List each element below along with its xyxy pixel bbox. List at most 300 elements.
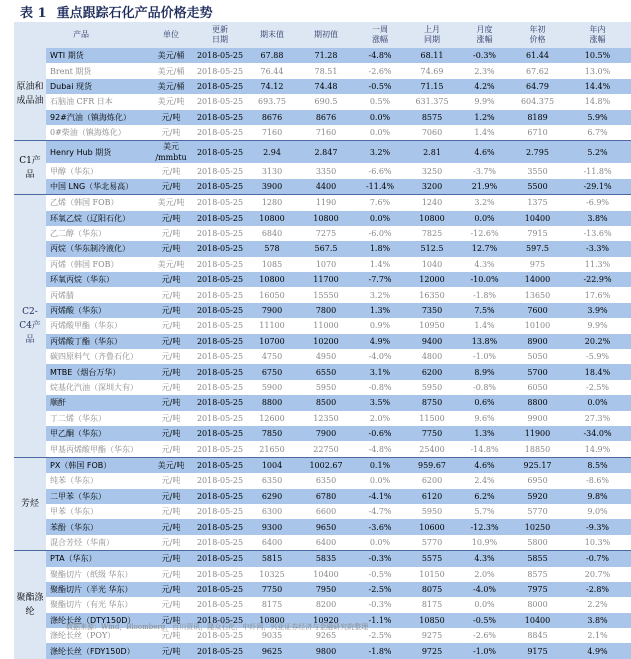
table-cell: 元/吨	[148, 395, 194, 410]
table-cell: 8175	[421, 600, 443, 610]
table-cell: 61.44	[511, 48, 564, 63]
table-cell: 12350	[313, 413, 339, 423]
table-row	[14, 441, 631, 457]
table-cell: 13650	[524, 290, 551, 300]
table-cell: 10250	[511, 519, 564, 534]
table-cell: 8189	[511, 110, 564, 125]
table-cell: 5500	[511, 179, 564, 195]
table-cell: 7900	[298, 426, 354, 441]
product-name-cell: 烷基化汽油（深圳大有）	[50, 383, 138, 392]
table-cell: 5700	[511, 364, 564, 379]
table-cell: 美元/吨	[148, 457, 194, 473]
table-row	[14, 211, 631, 226]
table-cell: 20.2%	[564, 334, 631, 349]
table-cell: 10850	[406, 613, 458, 628]
table-cell: 2018-05-25	[194, 141, 246, 164]
table-cell: 1.3%	[354, 303, 406, 318]
table-cell: -1.8%	[472, 290, 497, 300]
table-cell: 925.17	[511, 457, 564, 473]
table-cell: 6400	[315, 537, 337, 547]
table-cell: 7060	[421, 128, 443, 138]
table-cell: 6350	[261, 476, 283, 486]
table-cell: 2018-05-25	[196, 352, 244, 362]
table-cell: 10800	[298, 211, 354, 226]
table-cell: 14.8%	[584, 97, 611, 107]
table-cell: -3.7%	[472, 166, 497, 176]
table-cell: 6750	[246, 364, 298, 379]
table-cell: 25400	[419, 444, 445, 454]
table-title-text: 重点跟踪石化产品价格走势	[56, 6, 213, 21]
table-cell: 9625	[246, 643, 298, 658]
table-cell: 975	[529, 259, 546, 269]
table-cell: -3.6%	[354, 519, 406, 534]
table-cell: 元/吨	[148, 519, 194, 534]
table-cell: 11500	[419, 413, 445, 423]
table-cell: 3.8%	[564, 613, 631, 628]
table-cell: 14.4%	[564, 79, 631, 94]
table-cell: 7.6%	[354, 195, 406, 211]
table-row	[14, 272, 631, 287]
table-cell: 5950	[315, 383, 337, 392]
table-cell: 9.0%	[587, 507, 608, 517]
table-cell: 6120	[406, 489, 458, 504]
table-cell: 2018-05-25	[194, 519, 246, 534]
table-cell: 10800	[246, 211, 298, 226]
table-cell: 元/吨	[161, 352, 181, 362]
table-cell: 美元/桶	[148, 79, 194, 94]
table-cell: 6780	[298, 489, 354, 504]
table-row	[14, 364, 631, 379]
table-cell: 27.3%	[584, 413, 611, 423]
table-row	[14, 94, 631, 109]
table-cell: 2018-05-25	[196, 128, 244, 138]
category-label: C2-C4产品	[14, 195, 46, 458]
table-cell: 2.795	[511, 141, 564, 164]
table-cell: -10.0%	[458, 272, 511, 287]
table-cell: 元/吨	[148, 426, 194, 441]
table-cell: 9800	[298, 643, 354, 658]
table-cell: 0.1%	[354, 457, 406, 473]
table-cell: -4.8%	[354, 48, 406, 63]
table-cell: -11.4%	[354, 179, 406, 195]
table-cell: -0.8%	[368, 383, 392, 392]
table-cell: 3.8%	[564, 211, 631, 226]
table-cell: -22.9%	[564, 272, 631, 287]
table-cell: 8575	[527, 569, 548, 579]
table-cell: 10200	[298, 334, 354, 349]
table-cell: 2018-05-25	[196, 569, 244, 579]
table-cell: -1.0%	[458, 643, 511, 658]
table-cell: 8845	[527, 631, 548, 641]
table-cell: 2.81	[406, 141, 458, 164]
table-cell: 7750	[406, 426, 458, 441]
table-body	[14, 48, 631, 659]
table-cell: 4950	[315, 352, 337, 362]
table-cell: 美元/吨	[157, 97, 185, 107]
product-name-cell: 环氧丙烷（华东）	[46, 272, 148, 287]
table-cell: 元/吨	[161, 537, 181, 547]
table-cell: 7.5%	[458, 303, 511, 318]
table-row	[14, 195, 631, 211]
table-row	[14, 318, 631, 333]
table-cell: 8000	[527, 600, 548, 610]
table-cell: 76.44	[260, 66, 284, 76]
table-cell: 2018-05-25	[194, 551, 246, 567]
table-cell: 7750	[246, 582, 298, 597]
table-cell: -0.3%	[458, 48, 511, 63]
product-name-cell: 甲乙酮（华东）	[46, 426, 148, 441]
table-cell: 3200	[406, 179, 458, 195]
table-row	[14, 519, 631, 534]
table-cell: 元/吨	[161, 476, 181, 486]
table-cell: 2018-05-25	[194, 179, 246, 195]
table-cell: 16350	[419, 290, 445, 300]
table-cell: 2018-05-25	[196, 321, 244, 331]
table-cell: 9275	[421, 631, 443, 641]
table-cell: 7900	[246, 303, 298, 318]
table-cell: 4.9%	[354, 334, 406, 349]
table-cell: 597.5	[511, 241, 564, 256]
table-cell: 2018-05-25	[196, 631, 244, 641]
table-cell: 9175	[511, 643, 564, 658]
source-note: 数据来源：Wind，Bloomberg，百川资讯，隆众石化，中纤网，兴业证券经济与金融研究院整理	[66, 623, 369, 631]
table-cell: 2.3%	[474, 66, 495, 76]
table-cell: 6840	[261, 229, 283, 239]
table-cell: -12.6%	[470, 229, 499, 239]
table-cell: 12000	[406, 272, 458, 287]
price-table	[14, 22, 631, 659]
table-row	[14, 535, 631, 551]
table-cell: 2.94	[246, 141, 298, 164]
table-cell: 8175	[261, 600, 283, 610]
product-name-cell: PTA（华东）	[46, 551, 148, 567]
product-name-cell: Dubai 现货	[46, 79, 148, 94]
table-cell: 2.2%	[587, 600, 608, 610]
table-cell: 8800	[511, 395, 564, 410]
table-cell: 7160	[261, 128, 283, 138]
category-label: 芳烃	[14, 457, 46, 550]
table-cell: 8575	[406, 110, 458, 125]
table-cell: 1070	[315, 259, 337, 269]
table-row	[14, 226, 631, 241]
table-cell: 1.3%	[458, 426, 511, 441]
table-cell: 1004	[246, 457, 298, 473]
table-cell: 1190	[298, 195, 354, 211]
table-cell: -4.8%	[368, 444, 392, 454]
table-cell: 2018-05-25	[194, 457, 246, 473]
table-cell: 690.5	[314, 97, 338, 107]
table-row	[14, 489, 631, 504]
table-row	[14, 179, 631, 195]
product-name-cell: 0#柴油（镇海炼化）	[50, 128, 126, 138]
table-cell: 5950	[421, 507, 443, 517]
category-label: 原油和成品油	[14, 48, 46, 141]
table-cell: -0.5%	[368, 569, 392, 579]
table-cell: 0.0%	[354, 211, 406, 226]
table-cell: 4.2%	[458, 79, 511, 94]
table-cell: 元/吨	[161, 166, 181, 176]
table-cell: 959.67	[406, 457, 458, 473]
table-cell: 9725	[406, 643, 458, 658]
table-cell: 5.2%	[564, 141, 631, 164]
table-cell: 1375	[511, 195, 564, 211]
table-cell: 21650	[259, 444, 285, 454]
table-cell: 元/吨	[148, 303, 194, 318]
table-cell: 693.75	[258, 97, 286, 107]
table-cell: 5855	[511, 551, 564, 567]
table-cell: 3.2%	[458, 195, 511, 211]
table-cell: 元/吨	[148, 613, 194, 628]
table-cell: -34.0%	[564, 426, 631, 441]
table-number: 表 1	[20, 6, 47, 21]
table-cell: -0.3%	[368, 600, 392, 610]
table-cell: 4.6%	[458, 457, 511, 473]
table-row	[14, 303, 631, 318]
table-row	[14, 597, 631, 612]
table-cell: 11.3%	[584, 259, 611, 269]
table-cell: 0.6%	[458, 395, 511, 410]
table-cell: 8.9%	[458, 364, 511, 379]
table-cell: 18.4%	[564, 364, 631, 379]
table-cell: -2.5%	[368, 631, 392, 641]
table-cell: 美元 /mmbtu	[148, 141, 194, 164]
table-cell: -29.1%	[564, 179, 631, 195]
table-cell: 5920	[511, 489, 564, 504]
table-cell: 4.3%	[458, 551, 511, 567]
category-label: C1产品	[14, 141, 46, 195]
table-row	[14, 287, 631, 302]
table-cell: 6290	[246, 489, 298, 504]
product-name-cell: MTBE（烟台万华）	[46, 364, 148, 379]
table-cell: 8900	[511, 334, 564, 349]
table-cell: 8075	[406, 582, 458, 597]
product-name-cell: PX（韩国 FOB）	[46, 457, 148, 473]
table-cell: 1280	[246, 195, 298, 211]
table-cell: 元/吨	[148, 272, 194, 287]
table-cell: 3130	[261, 166, 283, 176]
table-cell: 8676	[298, 110, 354, 125]
table-cell: 2018-05-25	[196, 600, 244, 610]
table-cell: -1.1%	[354, 613, 406, 628]
table-cell: 3250	[421, 166, 443, 176]
table-cell: 9.9%	[587, 321, 608, 331]
table-cell: 4.6%	[458, 141, 511, 164]
table-cell: 美元/桶	[157, 66, 185, 76]
table-cell: 10600	[406, 519, 458, 534]
table-cell: -0.5%	[458, 613, 511, 628]
table-cell: 5950	[421, 383, 443, 392]
table-row	[14, 334, 631, 349]
header-cell: 上月 同期	[406, 22, 458, 48]
table-cell: 4.3%	[474, 259, 495, 269]
table-row	[14, 395, 631, 410]
header-row	[14, 22, 631, 48]
table-cell: 604.375	[520, 97, 555, 107]
table-cell: 9.6%	[474, 413, 495, 423]
product-name-cell: 丙烷（华东制冷液化）	[46, 241, 148, 256]
table-cell: 1040	[421, 259, 443, 269]
table-cell: 11100	[259, 321, 285, 331]
table-cell: 2.847	[298, 141, 354, 164]
table-cell: 0.0%	[369, 537, 391, 547]
table-cell: -0.7%	[564, 551, 631, 567]
table-cell: 1.4%	[474, 321, 495, 331]
table-row	[14, 48, 631, 63]
table-cell: 元/吨	[148, 364, 194, 379]
table-cell: 元/吨	[148, 643, 194, 658]
table-cell: 0.0%	[474, 600, 495, 610]
table-cell: 6200	[406, 364, 458, 379]
table-cell: 7350	[406, 303, 458, 318]
table-cell: -0.3%	[354, 551, 406, 567]
table-cell: 10100	[524, 321, 551, 331]
table-cell: 2018-05-25	[194, 48, 246, 63]
table-cell: -5.9%	[585, 352, 610, 362]
product-name-cell: 乙烯（韩国 FOB）	[46, 195, 148, 211]
table-cell: 4750	[261, 352, 283, 362]
table-cell: -6.6%	[368, 166, 392, 176]
table-cell: 2018-05-25	[196, 66, 244, 76]
product-name-cell: 丙烯（韩国 FOB）	[50, 259, 119, 269]
table-cell: 2018-05-25	[196, 413, 244, 423]
table-cell: 元/吨	[148, 489, 194, 504]
table-cell: 4400	[298, 179, 354, 195]
table-cell: 2018-05-25	[194, 395, 246, 410]
table-cell: 2018-05-25	[196, 383, 244, 392]
table-cell: 9650	[298, 519, 354, 534]
table-cell: 元/吨	[161, 569, 181, 579]
product-name-cell: 聚酯切片（纸级 华东）	[50, 569, 133, 579]
table-cell: 2018-05-25	[194, 334, 246, 349]
table-cell: 3350	[315, 166, 337, 176]
table-cell: 3.2%	[354, 141, 406, 164]
table-cell: 18850	[524, 444, 551, 454]
table-cell: 9.9%	[474, 97, 495, 107]
table-cell: -8.6%	[585, 476, 610, 486]
table-cell: 10950	[419, 321, 445, 331]
table-cell: 2018-05-25	[196, 166, 244, 176]
table-cell: -2.8%	[564, 582, 631, 597]
table-row	[14, 582, 631, 597]
table-cell: 元/吨	[161, 507, 181, 517]
table-cell: 8800	[246, 395, 298, 410]
table-cell: 2018-05-25	[194, 195, 246, 211]
table-cell: 2018-05-25	[194, 364, 246, 379]
table-cell: 10400	[313, 569, 339, 579]
table-cell: -4.0%	[458, 582, 511, 597]
table-cell: 4800	[421, 352, 443, 362]
table-cell: 元/吨	[148, 179, 194, 195]
table-cell: 10400	[511, 613, 564, 628]
table-cell: -0.6%	[354, 426, 406, 441]
table-cell: 美元/桶	[148, 48, 194, 63]
table-cell: 2018-05-25	[194, 303, 246, 318]
table-row	[14, 411, 631, 426]
table-cell: 2018-05-25	[196, 444, 244, 454]
table-cell: 2018-05-25	[196, 507, 244, 517]
product-name-cell: 甲苯（华东）	[50, 507, 98, 517]
table-cell: 8750	[406, 395, 458, 410]
table-cell: 0.0%	[458, 211, 511, 226]
product-name-cell: 丙烯腈	[50, 290, 74, 300]
table-cell: 0.0%	[354, 110, 406, 125]
table-cell: 元/吨	[161, 413, 181, 423]
table-cell: 3.1%	[354, 364, 406, 379]
table-cell: 1.4%	[474, 128, 495, 138]
header-cell: 单位	[148, 22, 194, 48]
table-cell: -12.3%	[458, 519, 511, 534]
table-cell: -2.5%	[354, 582, 406, 597]
table-row	[14, 257, 631, 272]
table-cell: 元/吨	[161, 128, 181, 138]
table-cell: 71.15	[406, 79, 458, 94]
table-cell: 10920	[298, 613, 354, 628]
product-name-cell: 涤纶长丝（POY）	[50, 631, 116, 641]
product-name-cell: Brent 期货	[50, 66, 92, 76]
table-cell: 2018-05-25	[196, 537, 244, 547]
product-name-cell: 甲醇（华东）	[50, 166, 98, 176]
table-row	[14, 551, 631, 567]
table-cell: 1.8%	[354, 241, 406, 256]
table-cell: 578	[246, 241, 298, 256]
table-cell: 0.0%	[564, 395, 631, 410]
table-cell: 8.5%	[564, 457, 631, 473]
table-cell: -0.8%	[472, 383, 497, 392]
table-cell: -14.8%	[470, 444, 499, 454]
product-name-cell: 中国 LNG（华北易高）	[46, 179, 148, 195]
table-cell: 7850	[246, 426, 298, 441]
table-cell: 5575	[406, 551, 458, 567]
table-cell: 9265	[315, 631, 337, 641]
table-cell: 5815	[246, 551, 298, 567]
table-cell: 11700	[298, 272, 354, 287]
table-cell: 74.48	[298, 79, 354, 94]
table-cell: 6300	[261, 507, 283, 517]
table-cell: 512.5	[406, 241, 458, 256]
table-cell: 元/吨	[148, 334, 194, 349]
table-cell: 22750	[313, 444, 339, 454]
table-cell: 1002.67	[298, 457, 354, 473]
table-cell: 3550	[527, 166, 548, 176]
table-cell: 2018-05-25	[194, 643, 246, 658]
table-cell: -11.8%	[583, 166, 612, 176]
table-cell: 1240	[406, 195, 458, 211]
table-cell: 10800	[246, 613, 298, 628]
table-cell: 13.8%	[458, 334, 511, 349]
table-cell: 2.0%	[474, 569, 495, 579]
table-cell: 64.79	[511, 79, 564, 94]
product-name-cell: 碳四原料气（齐鲁石化）	[50, 352, 138, 362]
table-cell: 2018-05-25	[194, 241, 246, 256]
table-cell: 2018-05-25	[194, 110, 246, 125]
table-cell: 10400	[511, 211, 564, 226]
table-cell: 元/吨	[161, 321, 181, 331]
table-cell: -0.5%	[354, 79, 406, 94]
table-cell: 9300	[246, 519, 298, 534]
product-name-cell: 混合芳烃（华南）	[50, 537, 114, 547]
table-cell: 2.1%	[587, 631, 608, 641]
product-name-cell: 甲基丙烯酸甲酯（华东）	[50, 444, 138, 454]
table-cell: 10.3%	[584, 537, 611, 547]
table-cell: 71.28	[298, 48, 354, 63]
table-cell: 67.88	[246, 48, 298, 63]
table-cell: 631.375	[415, 97, 449, 107]
table-cell: 元/吨	[161, 229, 181, 239]
table-cell: 16050	[259, 290, 285, 300]
table-title	[14, 4, 213, 24]
table-row	[14, 504, 631, 519]
table-row	[14, 110, 631, 125]
